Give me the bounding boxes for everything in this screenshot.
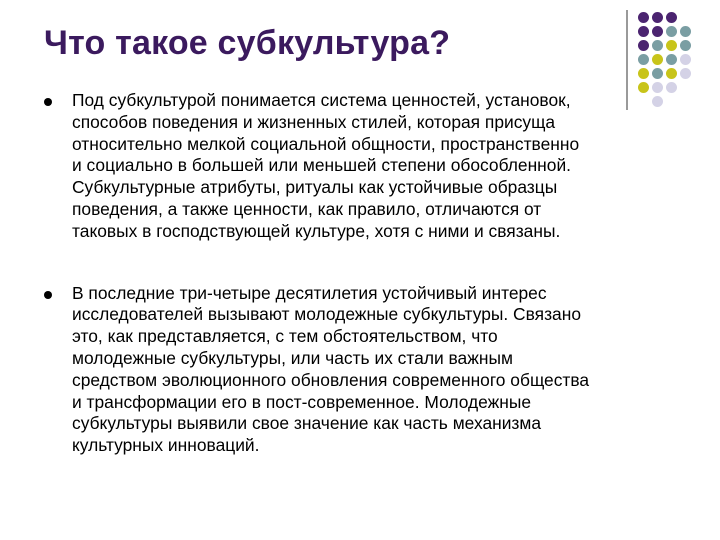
decorative-dot-icon	[638, 12, 649, 23]
decorative-dot-icon	[652, 40, 663, 51]
bullet-text-1: Под субкультурой понимается система ценностей, установок, способов поведения и жизненных стилей, которая присуща относительно мелкой социальной общности, пространственно и социально в большей или меньшей степени обособленной. Субкультурные атрибуты, ритуалы как устойчивые образцы поведения, а также ценности, как правило, отличаются от таковых в господствующей культуре, хотя с ними и связаны.	[72, 90, 580, 241]
decorative-dot-icon	[638, 54, 649, 65]
decorative-dot-icon	[638, 68, 649, 79]
decorative-dot-icon	[680, 40, 691, 51]
decorative-dot-icon	[666, 68, 677, 79]
decorative-dot-icon	[652, 68, 663, 79]
decorative-dot-icon	[638, 26, 649, 37]
bullet-icon	[44, 291, 52, 299]
decorative-dot-icon	[652, 54, 663, 65]
decorative-dot-icon	[680, 26, 691, 37]
decorative-dot-icon	[652, 12, 663, 23]
decorative-dot-icon	[680, 54, 691, 65]
decorative-dot-icon	[652, 26, 663, 37]
decorative-dot-icon	[666, 40, 677, 51]
bullet-text-2: В последние три-четыре десятилетия устойчивый интерес исследователей вызывают молодежные субкультуры. Связано это, как представляется, с тем обстоятельством, что молодежные субкультуры, или часть их стали важным средством эволюционного обновления современного общества и трансформации его в пост-современное. Молодежные субкультуры выявили свое значение как часть механизма культурных инноваций.	[72, 282, 590, 456]
slide-title: Что такое субкультура?	[44, 24, 451, 62]
decorative-dot-icon	[666, 26, 677, 37]
decorative-dot-icon	[666, 54, 677, 65]
bullet-item-1	[44, 90, 684, 243]
decorative-dot-icon	[638, 40, 649, 51]
bullet-item-2	[44, 283, 684, 457]
bullet-list	[44, 90, 684, 457]
decorative-dot-icon	[666, 12, 677, 23]
decorative-dot-icon	[680, 68, 691, 79]
bullet-icon	[44, 98, 52, 106]
